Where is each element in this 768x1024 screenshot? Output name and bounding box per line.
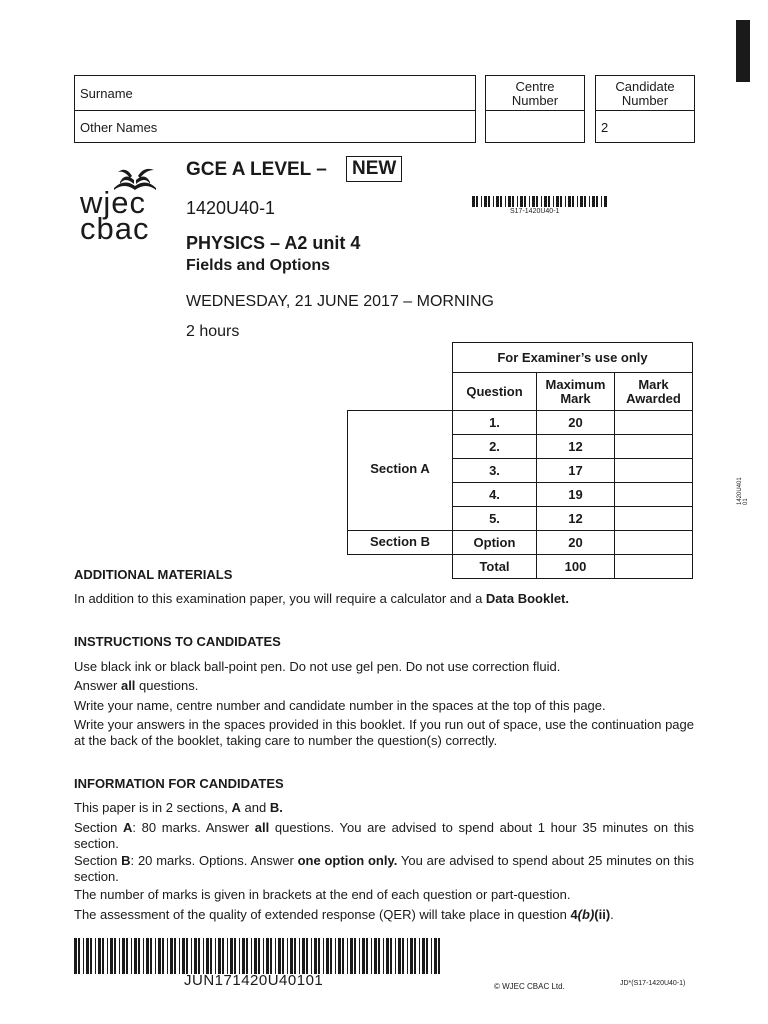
information-p2-post: questions. You are advised to spend about 1 hour 35 minutes on this section. [74, 820, 694, 851]
question-cell: 1. [453, 411, 537, 435]
centre-number-label-line2: Number [511, 93, 559, 108]
information-p3 [74, 853, 694, 884]
side-code [737, 477, 749, 505]
question-cell: Total [453, 555, 537, 579]
centre-number-field[interactable] [485, 110, 585, 143]
side-code-line1: 1420U401 [737, 477, 743, 505]
table-row [453, 435, 693, 459]
max-mark-cell: 20 [537, 411, 615, 435]
section-a-box [347, 410, 453, 531]
information-p5-bold2: (ii) [594, 907, 611, 922]
question-cell: 4. [453, 483, 537, 507]
barcode-caption: S17-1420U40-1 [510, 208, 560, 215]
paper-reference: JD*(S17-1420U40-1) [620, 980, 686, 987]
qualification-title: GCE A LEVEL – [186, 159, 327, 180]
information-p4: The number of marks is given in brackets at the end of each question or part-question. [74, 887, 571, 902]
col-header-maximum-mark-line2: Mark [560, 390, 591, 406]
table-row [453, 507, 693, 531]
other-names-field[interactable] [74, 110, 476, 143]
information-p2-pre: Section [74, 820, 124, 835]
surname-field[interactable] [74, 75, 476, 111]
question-cell: 2. [453, 435, 537, 459]
candidate-number-value: 2 [601, 120, 609, 135]
section-b-label: Section B [370, 534, 430, 549]
barcode-text: JUN171420U40101 [184, 972, 324, 989]
side-code-line2: 01 [743, 498, 749, 505]
information-p1 [74, 800, 694, 816]
information-p5 [74, 907, 694, 923]
paper-code: 1420U40-1 [186, 198, 276, 218]
instructions-line2-bold: all [120, 678, 136, 693]
instructions-line2-post: questions. [135, 678, 199, 693]
information-p3-b: B [121, 853, 131, 868]
instructions-line2 [74, 678, 694, 694]
max-mark-cell: 100 [537, 555, 615, 579]
centre-number-label-line1: Centre [515, 79, 555, 94]
max-mark-cell: 12 [537, 435, 615, 459]
paper-barcode [472, 196, 610, 207]
instructions-line2-pre: Answer [74, 678, 121, 693]
other-names-label: Other Names [80, 120, 158, 135]
information-p1-a: A [231, 800, 241, 815]
max-mark-cell: 12 [537, 507, 615, 531]
section-b-box [347, 530, 453, 555]
surname-label: Surname [80, 86, 133, 101]
information-p3-mid: : 20 marks. Options. Answer [130, 853, 298, 868]
candidate-number-label-line2: Number [621, 93, 669, 108]
information-p2-all: all [254, 820, 270, 835]
additional-materials-text-bold: Data Booklet. [485, 591, 569, 606]
information-p2-mid: : 80 marks. Answer [132, 820, 255, 835]
logo-line-wjec: wjec [80, 185, 147, 220]
col-header-maximum-mark-line1: Maximum [545, 376, 606, 392]
mark-awarded-cell[interactable] [615, 435, 693, 459]
information-p5-post: . [610, 907, 614, 922]
information-p5-pre: The assessment of the quality of extended response (QER) will take place in question [74, 907, 571, 922]
additional-materials-text [74, 591, 694, 607]
instructions-heading: INSTRUCTIONS TO CANDIDATES [74, 634, 281, 649]
col-header-maximum-mark [537, 373, 615, 411]
examiner-table-title: For Examiner’s use only [453, 343, 693, 373]
copyright: © WJEC CBAC Ltd. [494, 982, 565, 991]
information-p3-pre: Section [74, 853, 122, 868]
information-p3-post: You are advised to spend about 25 minutes on this section. [74, 853, 694, 884]
question-cell: 3. [453, 459, 537, 483]
information-p5-bold1: 4 [570, 907, 578, 922]
col-header-mark-awarded-line2: Awarded [626, 390, 681, 406]
question-cell: Option [453, 531, 537, 555]
additional-materials-heading: ADDITIONAL MATERIALS [74, 567, 233, 582]
information-heading: INFORMATION FOR CANDIDATES [74, 776, 284, 791]
candidate-number-field[interactable] [595, 110, 695, 143]
col-header-mark-awarded-line1: Mark [638, 376, 669, 392]
information-p1-pre: This paper is in 2 sections, [74, 800, 232, 815]
information-p5-italic: (b) [577, 907, 595, 922]
candidate-number-label-line1: Candidate [615, 79, 675, 94]
table-row [453, 531, 693, 555]
mark-awarded-cell[interactable] [615, 555, 693, 579]
centre-number-header [485, 75, 585, 111]
subject-subtitle: Fields and Options [186, 257, 331, 274]
instructions-line3: Write your name, centre number and candidate number in the spaces at the top of this page. [74, 698, 606, 713]
col-header-mark-awarded [615, 373, 693, 411]
mark-awarded-cell[interactable] [615, 459, 693, 483]
additional-materials-text-pre: In addition to this examination paper, you will require a calculator and a [74, 591, 486, 606]
information-p2-a: A [123, 820, 133, 835]
new-badge: NEW [346, 156, 402, 182]
page-edge-marker [736, 20, 750, 82]
information-p2 [74, 820, 694, 851]
instructions-line1: Use black ink or black ball-point pen. Do not use gel pen. Do not use correction fluid. [74, 659, 561, 674]
candidate-number-header [595, 75, 695, 111]
logo-line-cbac: cbac [80, 211, 150, 246]
table-row [453, 459, 693, 483]
max-mark-cell: 19 [537, 483, 615, 507]
exam-duration: 2 hours [186, 323, 240, 340]
mark-awarded-cell[interactable] [615, 531, 693, 555]
instructions-line4: Write your answers in the spaces provided in this booklet. If you run out of space, use the continuation page at the back of the booklet, taking care to number the question(s) correctly. [74, 717, 694, 748]
section-a-label: Section A [370, 461, 430, 476]
subject-title: PHYSICS – A2 unit 4 [186, 233, 361, 253]
candidate-barcode [74, 938, 444, 974]
information-p3-bold: one option only. [297, 853, 398, 868]
mark-awarded-cell[interactable] [615, 411, 693, 435]
question-cell: 5. [453, 507, 537, 531]
max-mark-cell: 20 [537, 531, 615, 555]
mark-awarded-cell[interactable] [615, 507, 693, 531]
table-row-total [453, 555, 693, 579]
mark-awarded-cell[interactable] [615, 483, 693, 507]
exam-date: WEDNESDAY, 21 JUNE 2017 – MORNING [186, 293, 494, 310]
information-p1-b: B. [269, 800, 283, 815]
examiner-marks-table [452, 342, 693, 579]
table-row [453, 483, 693, 507]
information-p1-and: and [240, 800, 270, 815]
table-row [453, 411, 693, 435]
col-header-question: Question [453, 373, 537, 411]
max-mark-cell: 17 [537, 459, 615, 483]
